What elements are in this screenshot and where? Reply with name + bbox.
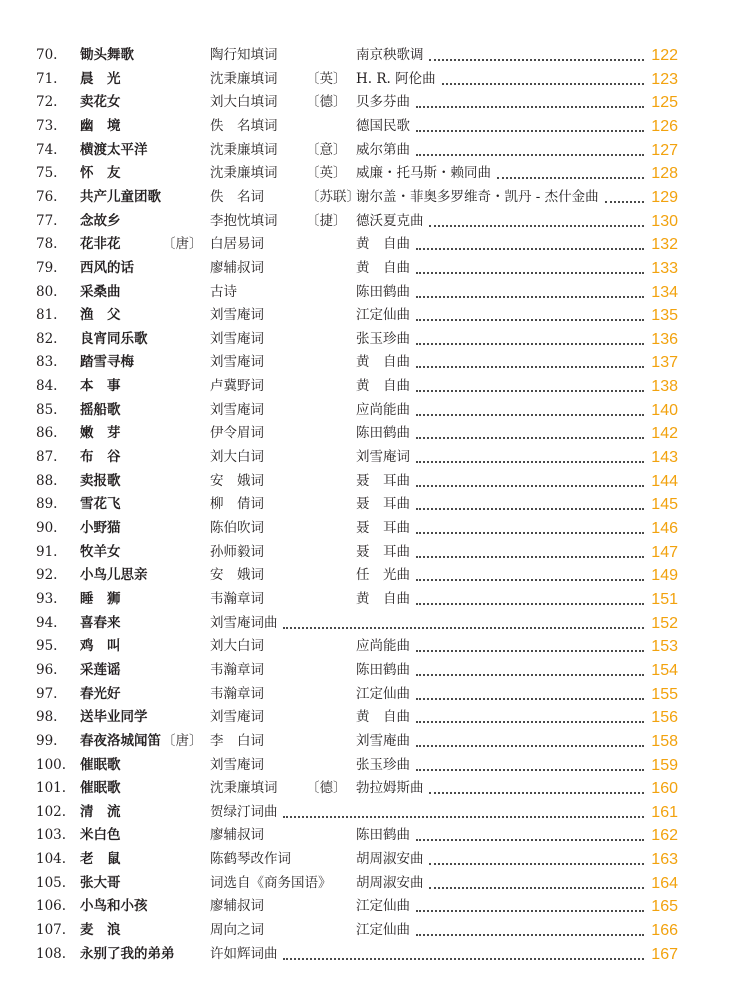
entry-lyricist: 安 娥词 [210,472,264,489]
entry-title: 采桑曲 [80,283,121,300]
toc-entry [0,493,730,516]
dot-leader [283,627,644,629]
entry-number: 91. [36,543,58,560]
entry-composer: 德国民歌 [356,117,410,134]
entry-country: 〔捷〕 [306,212,347,229]
dot-leader [416,721,644,723]
entry-title: 春夜洛城闻笛 [80,732,161,749]
dot-leader [416,508,644,510]
entry-lyricist: 刘大白填词 [210,94,278,111]
toc-entry [0,872,730,895]
entry-lyricist: 刘雪庵词 [210,330,264,347]
entry-number: 86. [36,425,58,442]
entry-page-number: 149 [651,567,678,585]
dot-leader [416,769,644,771]
entry-page-number: 144 [651,472,678,490]
entry-lyricist: 陈伯吹词 [210,520,264,536]
entry-number: 73. [36,117,58,134]
dot-leader [416,366,644,368]
entry-composer: 谢尔盖・菲奥多罗维奇・凯丹 - 杰什金曲 [356,188,599,205]
dot-leader [416,532,644,534]
entry-number: 82. [36,330,58,347]
entry-composer: 江定仙曲 [356,685,410,702]
dot-leader [416,296,644,298]
toc-entry [0,517,730,540]
entry-title: 横渡太平洋 [80,141,148,158]
entry-number: 74. [36,141,58,158]
dot-leader [416,910,644,912]
entry-number: 107. [36,922,67,939]
entry-composer: 应尚能曲 [356,638,410,655]
entry-page-number: 143 [651,449,678,467]
toc-entry [0,754,730,777]
entry-page-number: 147 [651,543,678,561]
entry-number: 70. [36,47,58,63]
dot-leader [416,248,644,250]
toc-entry [0,281,730,304]
dot-leader [429,792,644,794]
entry-title: 牧羊女 [80,543,121,560]
entry-title: 西风的话 [80,259,134,276]
entry-title: 渔 父 [80,307,121,324]
entry-title: 踏雪寻梅 [80,354,134,371]
entry-page-number: 133 [651,259,678,277]
dot-leader [416,343,644,345]
entry-page-number: 140 [651,401,678,419]
dot-leader [416,603,644,605]
entry-composer: 陈田鹤曲 [356,661,410,678]
entry-page-number: 146 [651,520,678,537]
toc-entry [0,44,730,67]
entry-number: 93. [36,590,58,607]
toc-entry [0,588,730,611]
entry-composer: 张玉珍曲 [356,330,410,347]
dot-leader [416,745,644,747]
entry-title: 小野猫 [80,520,121,536]
entry-number: 89. [36,496,58,513]
entry-number: 97. [36,685,58,702]
entry-title: 怀 友 [80,165,121,182]
entry-composer: 陈田鹤曲 [356,425,410,442]
entry-era: 〔唐〕 [162,236,203,253]
entry-composer: 贝多芬曲 [356,94,410,111]
entry-title: 嫩 芽 [80,425,121,442]
toc-entry [0,895,730,918]
entry-title: 幽 境 [80,117,121,134]
entry-number: 96. [36,661,58,678]
dot-leader [283,816,644,818]
entry-composer: 南京秧歌调 [356,47,424,63]
entry-composer: 黄 自曲 [356,354,410,371]
entry-page-number: 166 [651,922,678,940]
entry-page-number: 151 [651,590,678,608]
entry-lyricist: 词选自《商务国语》 [210,874,332,891]
entry-composer: 陈田鹤曲 [356,827,410,844]
entry-lyricist: 韦瀚章词 [210,661,264,678]
toc-entry [0,375,730,398]
dot-leader [283,958,644,960]
entry-title: 老 鼠 [80,851,121,868]
dot-leader [416,556,644,558]
entry-title: 卖花女 [80,94,121,111]
entry-title: 麦 浪 [80,922,121,939]
entry-title: 催眠歌 [80,780,121,797]
entry-composer: 聂 耳曲 [356,496,410,513]
entry-composer: H. R. 阿伦曲 [356,70,436,87]
dot-leader [416,650,644,652]
entry-number: 105. [36,874,67,891]
entry-composer: 胡周淑安曲 [356,874,424,891]
entry-composer: 威尔第曲 [356,141,410,158]
entry-page-number: 129 [651,188,678,206]
entry-lyricist: 廖辅叔词 [210,898,264,915]
entry-lyricist: 李 白词 [210,732,264,749]
dot-leader [416,461,644,463]
entry-composer: 江定仙曲 [356,922,410,939]
dot-leader [416,414,644,416]
entry-lyricist: 刘雪庵词 [210,354,264,371]
entry-page-number: 128 [651,165,678,183]
entry-number: 78. [36,236,58,253]
entry-title: 春光好 [80,685,121,702]
entry-lyricist: 沈秉廉填词 [210,165,278,182]
entry-page-number: 167 [651,945,678,963]
entry-page-number: 152 [651,614,678,632]
entry-title: 送毕业同学 [80,709,148,726]
dot-leader [416,698,644,700]
dot-leader [429,59,644,61]
toc-entry [0,659,730,682]
entry-page-number: 164 [651,874,678,892]
entry-number: 98. [36,709,58,726]
entry-lyricist: 韦瀚章词 [210,685,264,702]
entry-number: 85. [36,401,58,418]
entry-page-number: 154 [651,661,678,679]
entry-composer: 黄 自曲 [356,590,410,607]
dot-leader [416,130,644,132]
entry-number: 88. [36,472,58,489]
entry-lyricist: 孙师毅词 [210,543,264,560]
entry-lyricist: 刘雪庵词 [210,709,264,726]
entry-lyricist: 贺绿汀词曲 [210,803,278,820]
entry-number: 104. [36,851,67,868]
entry-number: 87. [36,449,58,466]
entry-lyricist: 沈秉廉填词 [210,70,278,87]
entry-number: 72. [36,94,58,111]
toc-entry [0,328,730,351]
toc-entry [0,233,730,256]
toc-entry [0,564,730,587]
entry-lyricist: 佚 名词 [210,188,264,205]
toc-entry [0,777,730,800]
entry-title: 永别了我的弟弟 [80,945,175,962]
toc-entry [0,919,730,942]
entry-composer: 威廉・托马斯・赖同曲 [356,165,491,182]
entry-title: 本 事 [80,378,121,395]
entry-page-number: 145 [651,496,678,514]
entry-page-number: 122 [651,47,678,64]
entry-country: 〔英〕 [306,70,347,87]
dot-leader [416,934,644,936]
entry-lyricist: 古诗 [210,283,237,300]
entry-number: 92. [36,567,58,584]
entry-number: 80. [36,283,58,300]
entry-composer: 黄 自曲 [356,236,410,253]
entry-page-number: 165 [651,898,678,916]
entry-number: 76. [36,188,58,205]
entry-number: 101. [36,780,67,797]
entry-page-number: 137 [651,354,678,372]
dot-leader [416,390,644,392]
dot-leader [416,485,644,487]
entry-composer: 勃拉姆斯曲 [356,780,424,797]
entry-page-number: 123 [651,70,678,88]
toc-entry [0,91,730,114]
entry-number: 94. [36,614,58,631]
dot-leader [429,887,644,889]
entry-lyricist: 周向之词 [210,922,264,939]
entry-page-number: 134 [651,283,678,301]
entry-lyricist: 卢冀野词 [210,378,264,395]
entry-number: 102. [36,803,67,820]
entry-page-number: 160 [651,780,678,798]
dot-leader [605,201,644,203]
entry-number: 77. [36,212,58,229]
entry-page-number: 132 [651,236,678,254]
entry-page-number: 153 [651,638,678,656]
entry-title: 小鸟和小孩 [80,898,148,915]
dot-leader [416,674,644,676]
entry-number: 106. [36,898,67,915]
toc-entry [0,943,730,966]
entry-composer: 张玉珍曲 [356,756,410,773]
dot-leader [416,437,644,439]
toc-entry [0,446,730,469]
entry-title: 卖报歌 [80,472,121,489]
entry-page-number: 155 [651,685,678,703]
entry-page-number: 159 [651,756,678,774]
entry-lyricist: 廖辅叔词 [210,259,264,276]
toc-entry [0,351,730,374]
entry-number: 79. [36,259,58,276]
entry-title: 米白色 [80,827,121,844]
dot-leader [497,177,644,179]
dot-leader [416,579,644,581]
entry-composer: 黄 自曲 [356,378,410,395]
entry-title: 鸡 叫 [80,638,121,655]
entry-title: 采莲谣 [80,661,121,678]
entry-lyricist: 韦瀚章词 [210,590,264,607]
entry-lyricist: 沈秉廉填词 [210,780,278,797]
entry-page-number: 163 [651,851,678,869]
toc-entry [0,683,730,706]
entry-page-number: 127 [651,141,678,159]
entry-page-number: 130 [651,212,678,230]
toc-entry [0,422,730,445]
entry-composer: 江定仙曲 [356,307,410,324]
toc-entry [0,848,730,871]
toc-entry [0,162,730,185]
toc-entry [0,706,730,729]
entry-number: 100. [36,756,67,773]
entry-number: 75. [36,165,58,182]
entry-lyricist: 刘大白词 [210,638,264,655]
entry-country: 〔德〕 [306,94,347,111]
toc-entry [0,801,730,824]
entry-lyricist: 佚 名填词 [210,117,278,134]
entry-number: 83. [36,354,58,371]
entry-page-number: 125 [651,94,678,112]
entry-title: 雪花飞 [80,496,121,513]
entry-country: 〔英〕 [306,165,347,182]
entry-page-number: 158 [651,732,678,750]
entry-title: 良宵同乐歌 [80,330,148,347]
entry-lyricist: 陈鹤琴改作词 [210,851,291,868]
entry-country: 〔苏联〕 [306,188,360,205]
toc-entry [0,612,730,635]
entry-era: 〔唐〕 [162,732,203,749]
entry-composer: 刘雪庵词 [356,449,410,466]
toc-entry [0,541,730,564]
entry-composer: 聂 耳曲 [356,472,410,489]
dot-leader [416,319,644,321]
entry-title: 摇船歌 [80,401,121,418]
entry-title: 催眠歌 [80,756,121,773]
dot-leader [416,839,644,841]
entry-composer: 黄 自曲 [356,259,410,276]
entry-number: 90. [36,520,58,536]
entry-composer: 黄 自曲 [356,709,410,726]
entry-lyricist: 刘大白词 [210,449,264,466]
toc-entry [0,730,730,753]
entry-composer: 聂 耳曲 [356,520,410,536]
entry-lyricist: 陶行知填词 [210,47,278,63]
dot-leader [429,225,644,227]
entry-composer: 任 光曲 [356,567,410,584]
entry-composer: 胡周淑安曲 [356,851,424,868]
toc-entry [0,68,730,91]
toc-entry [0,139,730,162]
entry-lyricist: 李抱忱填词 [210,212,278,229]
toc-entry [0,304,730,327]
toc-entry [0,210,730,233]
entry-page-number: 138 [651,378,678,396]
entry-page-number: 136 [651,330,678,348]
entry-composer: 聂 耳曲 [356,543,410,560]
entry-composer: 应尚能曲 [356,401,410,418]
entry-composer: 刘雪庵曲 [356,732,410,749]
entry-title: 张大哥 [80,874,121,891]
entry-title: 共产儿童团歌 [80,188,161,205]
entry-lyricist: 刘雪庵词 [210,756,264,773]
entry-lyricist: 安 娥词 [210,567,264,584]
entry-number: 95. [36,638,58,655]
dot-leader [442,83,644,85]
entry-number: 84. [36,378,58,395]
entry-number: 108. [36,945,67,962]
entry-lyricist: 白居易词 [210,236,264,253]
entry-composer: 德沃夏克曲 [356,212,424,229]
entry-page-number: 142 [651,425,678,443]
toc-entry [0,257,730,280]
entry-title: 清 流 [80,803,121,820]
toc-entry [0,115,730,138]
entry-title: 锄头舞歌 [80,47,134,63]
entry-page-number: 162 [651,827,678,845]
toc-entry [0,399,730,422]
entry-number: 99. [36,732,58,749]
dot-leader [416,272,644,274]
entry-page-number: 126 [651,117,678,135]
entry-title: 晨 光 [80,70,121,87]
entry-title: 念故乡 [80,212,121,229]
entry-page-number: 161 [651,803,678,821]
dot-leader [416,106,644,108]
dot-leader [429,863,644,865]
entry-number: 103. [36,827,67,844]
toc-entry [0,186,730,209]
entry-number: 71. [36,70,58,87]
entry-lyricist: 柳 倩词 [210,496,264,513]
entry-title: 喜春来 [80,614,121,631]
toc-entry [0,824,730,847]
entry-number: 81. [36,307,58,324]
entry-page-number: 156 [651,709,678,727]
dot-leader [416,154,644,156]
entry-lyricist: 刘雪庵词曲 [210,614,278,631]
entry-title: 布 谷 [80,449,121,466]
entry-title: 花非花 [80,236,121,253]
entry-composer: 陈田鹤曲 [356,283,410,300]
entry-lyricist: 刘雪庵词 [210,401,264,418]
entry-country: 〔意〕 [306,141,347,158]
entry-page-number: 135 [651,307,678,325]
entry-composer: 江定仙曲 [356,898,410,915]
entry-title: 小鸟儿思亲 [80,567,148,584]
entry-lyricist: 刘雪庵词 [210,307,264,324]
entry-country: 〔德〕 [306,780,347,797]
entry-lyricist: 许如辉词曲 [210,945,278,962]
entry-lyricist: 廖辅叔词 [210,827,264,844]
entry-lyricist: 沈秉廉填词 [210,141,278,158]
toc-entry [0,470,730,493]
entry-lyricist: 伊令眉词 [210,425,264,442]
entry-title: 睡 狮 [80,590,121,607]
toc-entry [0,635,730,658]
